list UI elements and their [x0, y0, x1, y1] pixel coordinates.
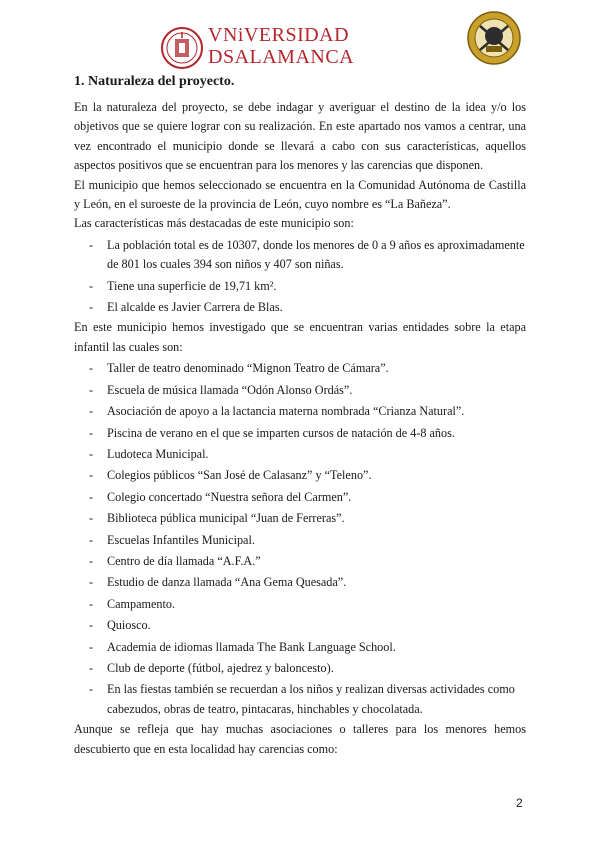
list-item: - Club de deporte (fútbol, ajedrez y baloncesto).: [74, 659, 526, 678]
list-item: - Taller de teatro denominado “Mignon Teatro de Cámara”.: [74, 359, 526, 378]
list-item: - Escuela de música llamada “Odón Alonso Ordás”.: [74, 381, 526, 400]
list-item: - Biblioteca pública municipal “Juan de Ferreras”.: [74, 509, 526, 528]
paragraph-characteristics-intro: Las características más destacadas de este municipio son:: [74, 216, 354, 231]
list-item: - La población total es de 10307, donde los menores de 0 a 9 años es aproximadamente de 801 los cuales 394 son niños y 407 son niñas.: [74, 236, 526, 275]
paragraph-municipality: El municipio que hemos seleccionado se encuentra en la Comunidad Autónoma de Castilla y León, en el suroeste de la provincia de León, cuyo nombre es “La Bañeza”.: [74, 177, 526, 212]
paragraph-intro: En la naturaleza del proyecto, se debe indagar y averiguar el destino de la idea y/o los objetivos que se quiere lograr con su realización. En este apartado nos vamos a centrar, una vez encontrado el municipio donde se llevará a cabo con sus características, aquellos aspectos positivos que se encuentran para los menores y las carencias que disponen.: [74, 100, 526, 173]
list-item: - Tiene una superficie de 19,71 km².: [74, 277, 526, 296]
list-item: - En las fiestas también se recuerdan a los niños y realizan diversas actividades como cabezudos, obras de teatro, pintacaras, hinchables y chocolatada.: [74, 680, 526, 719]
faculty-crest-icon: [466, 10, 522, 66]
page-number: 2: [516, 796, 523, 810]
list-item: - Colegio concertado “Nuestra señora del Carmen”.: [74, 488, 526, 507]
list-item: - Asociación de apoyo a la lactancia materna nombrada “Crianza Natural”.: [74, 402, 526, 421]
list-item: - Estudio de danza llamada “Ana Gema Quesada”.: [74, 573, 526, 592]
list-item: - Quiosco.: [74, 616, 526, 635]
document-body: [74, 72, 526, 759]
list-item: - Escuelas Infantiles Municipal.: [74, 531, 526, 550]
list-item: - Ludoteca Municipal.: [74, 445, 526, 464]
university-seal-icon: [160, 26, 204, 70]
university-name: [208, 24, 354, 68]
list-item: - Colegios públicos “San José de Calasanz” y “Teleno”.: [74, 466, 526, 485]
list-item: - Centro de día llamada “A.F.A.”: [74, 552, 526, 571]
list-item: - Campamento.: [74, 595, 526, 614]
university-name-line2: DSALAMANCA: [208, 46, 355, 68]
university-name-line1: VNiVERSIDAD: [208, 24, 350, 46]
university-logo: [80, 12, 355, 68]
list-item: - Piscina de verano en el que se imparten cursos de natación de 4-8 años.: [74, 424, 526, 443]
page-header: [0, 0, 600, 70]
list-item: - Academia de idiomas llamada The Bank Language School.: [74, 638, 526, 657]
section-title: 1. Naturaleza del proyecto.: [74, 74, 235, 89]
entities-list: [74, 359, 526, 719]
paragraph-shortcomings-intro: Aunque se refleja que hay muchas asociaciones o talleres para los menores hemos descubierto que en esta localidad hay carencias como:: [74, 722, 526, 756]
list-item: - El alcalde es Javier Carrera de Blas.: [74, 298, 526, 317]
paragraph-entities-intro: En este municipio hemos investigado que se encuentran varias entidades sobre la etapa infantil las cuales son:: [74, 320, 526, 354]
characteristics-list: [74, 236, 526, 318]
